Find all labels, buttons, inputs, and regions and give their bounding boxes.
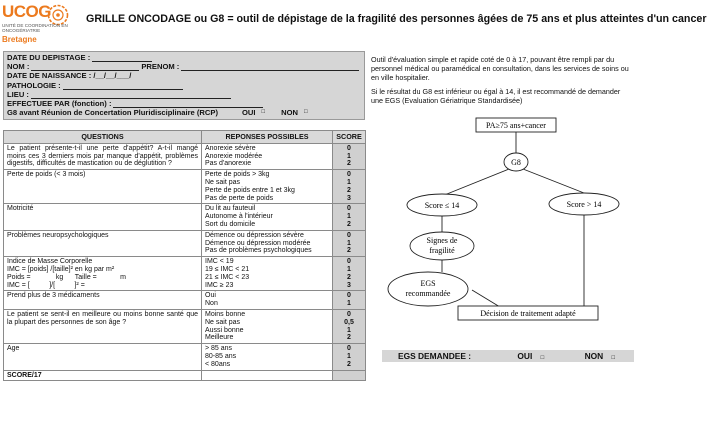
score-cell bbox=[333, 344, 366, 370]
score-value[interactable]: 2 bbox=[347, 334, 351, 342]
responses-cell bbox=[202, 230, 333, 256]
score-cell bbox=[333, 204, 366, 230]
date-naissance-label[interactable]: DATE DE NAISSANCE : /__/__/___/ bbox=[7, 71, 132, 81]
responses-cell bbox=[202, 204, 333, 230]
table-row bbox=[4, 291, 366, 310]
question-cell: Le patient présente-t-il une perte d'appétit? A-t-il mangé moins ces 3 derniers mois par manque d'appétit, problèmes digestifs, difficultés de mastication ou de déglutition ? bbox=[4, 143, 202, 169]
response-option: Ne sait pas bbox=[205, 178, 241, 186]
score-value[interactable]: 0 bbox=[347, 292, 351, 300]
table-row bbox=[4, 170, 366, 204]
score-value[interactable]: 0 bbox=[347, 310, 351, 318]
score-value[interactable]: 1 bbox=[347, 352, 351, 360]
question-cell: Motricité bbox=[4, 204, 202, 230]
non-checkbox[interactable]: □ bbox=[304, 109, 308, 116]
patient-identification-box bbox=[3, 51, 365, 120]
table-row bbox=[4, 204, 366, 230]
logo-brand: UCOG bbox=[2, 2, 51, 21]
oui-checkbox[interactable]: □ bbox=[261, 109, 266, 116]
questions-header: QUESTIONS bbox=[4, 131, 202, 144]
pathologie-label: PATHOLOGIE : bbox=[7, 80, 61, 90]
score-value[interactable]: 0 bbox=[347, 258, 351, 266]
non-label: NON bbox=[281, 108, 298, 118]
score-value[interactable]: 3 bbox=[347, 281, 351, 289]
date-depistage-row bbox=[7, 53, 361, 62]
flow-decision-label: Décision de traitement adapté bbox=[480, 309, 576, 318]
question-line: Indice de Masse Corporelle bbox=[7, 258, 93, 266]
response-option: Démence ou dépression sévère bbox=[205, 231, 304, 239]
responses-cell bbox=[202, 257, 333, 291]
responses-cell bbox=[202, 344, 333, 370]
score-value[interactable]: 0,5 bbox=[344, 318, 354, 326]
score-cell bbox=[333, 230, 366, 256]
flow-egs-line2: recommandée bbox=[405, 289, 451, 298]
question-cell: Perte de poids (< 3 mois) bbox=[4, 170, 202, 204]
responses-cell bbox=[202, 170, 333, 204]
flow-egs-line1: EGS bbox=[420, 279, 436, 288]
score-value[interactable]: 2 bbox=[347, 220, 351, 228]
score-value[interactable]: 1 bbox=[347, 300, 351, 308]
score-value[interactable]: 2 bbox=[347, 186, 351, 194]
question-cell: Age bbox=[4, 344, 202, 370]
question-cell: Le patient se sent-il en meilleure ou moins bonne santé que la plupart des personnes de son âge ? bbox=[4, 309, 202, 343]
score-cell bbox=[333, 257, 366, 291]
response-option: 80-85 ans bbox=[205, 352, 237, 360]
table-row bbox=[4, 309, 366, 343]
prenom-label: PRENOM : bbox=[141, 62, 180, 72]
table-row bbox=[4, 257, 366, 291]
ucog-logo bbox=[2, 2, 82, 46]
score-total-row bbox=[4, 370, 366, 381]
response-option: 21 ≤ IMC < 23 bbox=[205, 273, 250, 281]
decision-flowchart bbox=[372, 112, 634, 328]
effectuee-par-label: EFFECTUEE PAR (fonction) : bbox=[7, 99, 112, 109]
score-value[interactable]: 2 bbox=[347, 360, 351, 368]
nom-field[interactable] bbox=[31, 63, 139, 71]
table-row bbox=[4, 230, 366, 256]
effectuee-par-row bbox=[7, 99, 361, 108]
response-option: Perte de poids entre 1 et 3kg bbox=[205, 186, 295, 194]
response-option: Démence ou dépression modérée bbox=[205, 239, 311, 247]
response-option: Aussi bonne bbox=[205, 326, 244, 334]
score-value[interactable]: 1 bbox=[347, 326, 351, 334]
score-cell bbox=[333, 309, 366, 343]
score-value[interactable]: 2 bbox=[347, 247, 351, 255]
lieu-label: LIEU : bbox=[7, 89, 29, 99]
score-value[interactable]: 3 bbox=[347, 194, 351, 202]
score-value[interactable]: 0 bbox=[347, 205, 351, 213]
score-total-label: SCORE/17 bbox=[4, 370, 202, 381]
score-total-cell[interactable] bbox=[333, 370, 366, 381]
g8-avant-rcp-row bbox=[7, 108, 361, 117]
response-option: IMC < 19 bbox=[205, 258, 234, 266]
effectuee-par-field[interactable] bbox=[113, 100, 263, 108]
lieu-row bbox=[7, 90, 361, 99]
score-value[interactable]: 1 bbox=[347, 178, 351, 186]
response-option: Pas de perte de poids bbox=[205, 194, 274, 202]
score-header: SCORE bbox=[333, 131, 366, 144]
response-option: Du lit au fauteuil bbox=[205, 205, 256, 213]
score-value[interactable]: 1 bbox=[347, 265, 351, 273]
oui-label: OUI bbox=[241, 108, 256, 118]
flow-g8-label: G8 bbox=[511, 158, 521, 167]
egs-non-label: NON bbox=[584, 351, 604, 361]
responses-cell bbox=[202, 143, 333, 169]
date-depistage-label: DATE DU DEPISTAGE : bbox=[7, 53, 91, 62]
date-depistage-field[interactable] bbox=[92, 54, 152, 62]
question-cell: Problèmes neuropsychologiques bbox=[4, 230, 202, 256]
pathologie-row bbox=[7, 81, 361, 90]
nom-label: NOM : bbox=[7, 62, 30, 72]
question-cell: Prend plus de 3 médicaments bbox=[4, 291, 202, 310]
table-row bbox=[4, 143, 366, 169]
score-value[interactable]: 0 bbox=[347, 231, 351, 239]
responses-cell bbox=[202, 309, 333, 343]
response-option: Ne sait pas bbox=[205, 318, 241, 326]
logo-region: Bretagne bbox=[2, 35, 37, 44]
responses-header: REPONSES POSSIBLES bbox=[202, 131, 333, 144]
egs-non-checkbox[interactable]: □ bbox=[611, 355, 616, 361]
flow-signs-line2: fragilité bbox=[429, 246, 455, 255]
question-line: Poids = kg Taille = m bbox=[7, 273, 126, 281]
score-value[interactable]: 2 bbox=[347, 160, 351, 168]
score-value[interactable]: 1 bbox=[347, 152, 351, 160]
intro-paragraph-1: Outil d'évaluation simple et rapide coté de 0 à 17, pouvant être rempli par du personnel médical ou paramédical en consultation, dans les services de soins ou en ville hospitalier. bbox=[371, 55, 629, 82]
prenom-field[interactable] bbox=[181, 63, 359, 71]
question-cell bbox=[4, 257, 202, 291]
response-option: > 85 ans bbox=[205, 345, 233, 353]
nom-prenom-row bbox=[7, 62, 361, 71]
egs-oui-checkbox[interactable]: □ bbox=[540, 355, 545, 361]
page-title: GRILLE ONCODAGE ou G8 = outil de dépistage de la fragilité des personnes âgées de 75 ans et plus atteintes d'un cancer bbox=[86, 13, 707, 25]
score-value[interactable]: 0 bbox=[347, 171, 351, 179]
responses-cell bbox=[202, 291, 333, 310]
question-line: IMC = [ ]/[ ]² = bbox=[7, 281, 85, 289]
score-value[interactable]: 1 bbox=[347, 213, 351, 221]
table-row bbox=[4, 344, 366, 370]
score-value[interactable]: 2 bbox=[347, 273, 351, 281]
score-value[interactable]: 0 bbox=[347, 144, 351, 152]
score-cell bbox=[333, 170, 366, 204]
response-option: Oui bbox=[205, 292, 216, 300]
response-option: Pas d'anorexie bbox=[205, 160, 252, 168]
date-naissance-row bbox=[7, 71, 361, 80]
logo-subtitle: UNITÉ DE COORDINATION EN ONCOGÉRIATRIE bbox=[2, 23, 68, 33]
response-option: 19 ≤ IMC < 21 bbox=[205, 265, 250, 273]
score-total-empty bbox=[202, 370, 333, 381]
egs-demandee-label: EGS DEMANDEE : bbox=[398, 351, 472, 361]
flow-score-high-label: Score > 14 bbox=[566, 200, 602, 209]
intro-paragraph-2: Si le résultat du G8 est inférieur ou égal à 14, il est recommandé de demander une EGS (Evaluation Gériatrique Standardisée) bbox=[371, 87, 621, 106]
response-option: Meilleure bbox=[205, 334, 234, 342]
pathologie-field[interactable] bbox=[63, 82, 183, 90]
g8-score-table bbox=[3, 130, 366, 381]
score-cell bbox=[333, 143, 366, 169]
egs-oui-label: OUI bbox=[517, 351, 533, 361]
response-option: Pas de problèmes psychologiques bbox=[205, 247, 312, 255]
response-option: Sort du domicile bbox=[205, 220, 256, 228]
egs-demandee-bar bbox=[382, 350, 634, 362]
flow-score-low-label: Score ≤ 14 bbox=[424, 201, 460, 210]
score-cell bbox=[333, 291, 366, 310]
score-value[interactable]: 0 bbox=[347, 345, 351, 353]
question-line: IMC = [poids] /[taille]² en kg par m² bbox=[7, 265, 115, 273]
response-option: IMC ≥ 23 bbox=[205, 281, 234, 289]
response-option: < 80ans bbox=[205, 360, 231, 368]
g8-avant-rcp-label: G8 avant Réunion de Concertation Pluridisciplinaire (RCP) bbox=[7, 108, 218, 118]
score-value[interactable]: 1 bbox=[347, 239, 351, 247]
response-option: Non bbox=[205, 300, 218, 308]
lieu-field[interactable] bbox=[31, 91, 231, 99]
intro-text bbox=[371, 56, 633, 112]
response-option: Autonome à l'intérieur bbox=[205, 213, 273, 221]
flow-start-label: PA≥75 ans+cancer bbox=[486, 121, 546, 130]
response-option: Perte de poids > 3kg bbox=[205, 171, 270, 179]
response-option: Anorexie sévère bbox=[205, 144, 256, 152]
response-option: Moins bonne bbox=[205, 310, 246, 318]
table-header-row bbox=[4, 131, 366, 144]
response-option: Anorexie modérée bbox=[205, 152, 263, 160]
flow-signs-line1: Signes de bbox=[426, 236, 458, 245]
